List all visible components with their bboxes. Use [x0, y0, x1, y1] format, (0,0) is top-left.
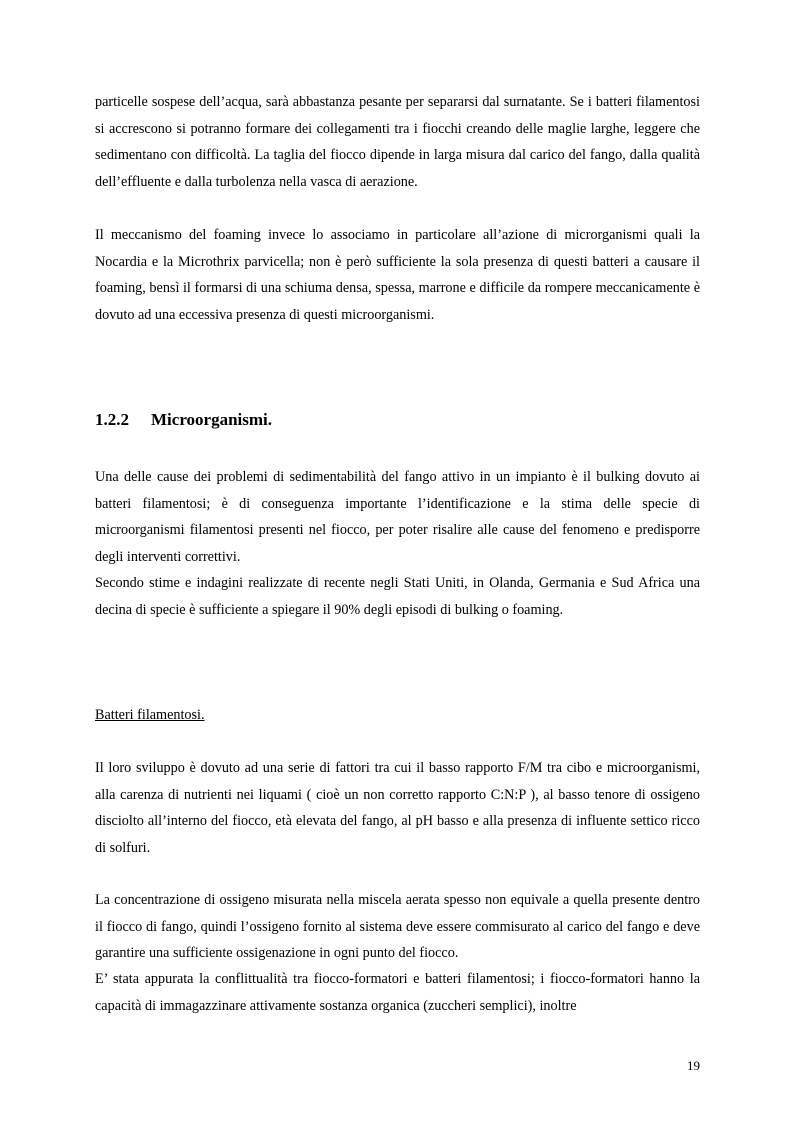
- subsection-heading: Batteri filamentosi.: [95, 707, 205, 723]
- section-number: 1.2.2: [95, 410, 129, 429]
- page-number: 19: [687, 1058, 700, 1073]
- paragraph-species-estimates: Secondo stime e indagini realizzate di recente negli Stati Uniti, in Olanda, Germania e Sud Africa una decina di specie è sufficiente a spiegare il 90% degli episodi di bulking o foaming.: [95, 575, 700, 618]
- section-title: Microorganismi.: [151, 410, 273, 429]
- section-heading: [95, 410, 272, 430]
- paragraph-oxygen-concentration: La concentrazione di ossigeno misurata nella miscela aerata spesso non equivale a quella presente dentro il fiocco di fango, quindi l’ossigeno fornito al sistema deve essere commisurato al carico del fango e deve garantire una sufficiente ossigenazione in ogni punto del fiocco.: [95, 892, 700, 961]
- paragraph-foaming-mechanism: Il meccanismo del foaming invece lo associamo in particolare all’azione di microrganismi quali la Nocardia e la Microthrix parvicella; non è però sufficiente la sola presenza di questi batteri a causare il foaming, bensì il formarsi di una schiuma densa, spessa, marrone e difficile da rompere meccanicamente è dovuto ad una eccessiva presenza di questi microorganismi.: [95, 227, 700, 323]
- paragraph-floc-size: particelle sospese dell’acqua, sarà abbastanza pesante per separarsi dal surnatante. Se i batteri filamentosi si accrescono si potranno formare dei collegamenti tra i fiocchi creando delle maglie larghe, leggere che sedimentano con difficoltà. La taglia del fiocco dipende in larga misura dal carico del fango, dalla qualità dell’effluente e dalla turbolenza nella vasca di aerazione.: [95, 94, 700, 190]
- paragraph-bulking-causes: Una delle cause dei problemi di sedimentabilità del fango attivo in un impianto è il bulking dovuto ai batteri filamentosi; è di conseguenza importante l’identificazione e la stima delle specie di microorganismi filamentosi presenti nel fiocco, per poter risalire alle cause del fenomeno e predisporre degli interventi correttivi.: [95, 469, 700, 565]
- paragraph-floc-formers: E’ stata appurata la conflittualità tra fiocco-formatori e batteri filamentosi; i fiocco-formatori hanno la capacità di immagazzinare attivamente sostanza organica (zuccheri semplici), inoltre: [95, 971, 700, 1014]
- paragraph-development-factors: Il loro sviluppo è dovuto ad una serie di fattori tra cui il basso rapporto F/M tra cibo e microorganismi, alla carenza di nutrienti nei liquami ( cioè un non corretto rapporto C:N:P ), al basso tenore di ossigeno disciolto all’interno del fiocco, età elevata del fango, al pH basso e alla presenza di influente settico ricco di solfuri.: [95, 760, 700, 856]
